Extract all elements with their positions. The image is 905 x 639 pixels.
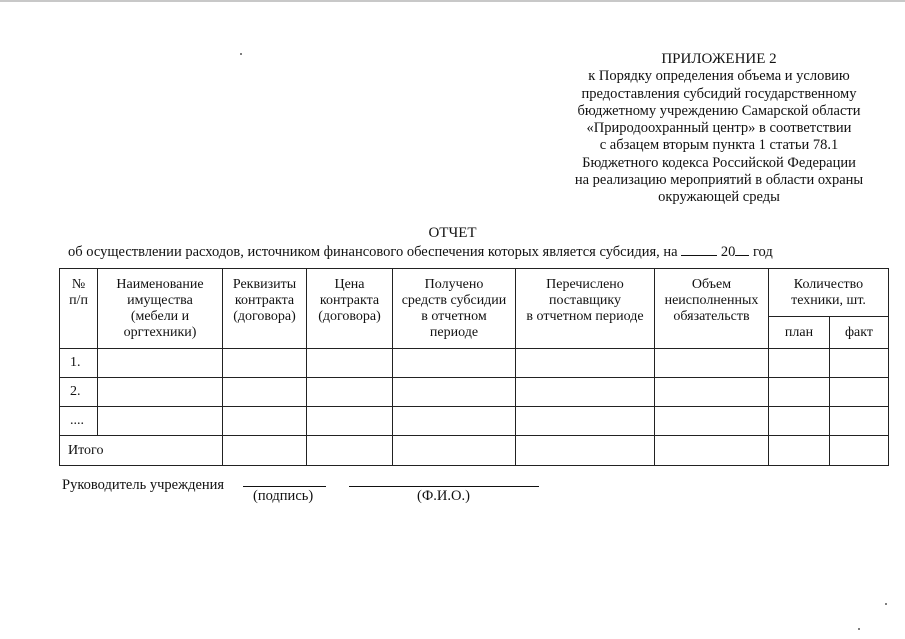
header-text: Реквизиты bbox=[232, 277, 297, 292]
header-text: обязательств bbox=[673, 309, 750, 324]
table-cell[interactable] bbox=[393, 436, 516, 466]
header-text: контракта bbox=[319, 293, 380, 308]
table-cell[interactable] bbox=[655, 407, 769, 436]
header-text: Объем bbox=[691, 277, 732, 292]
subheader-fact: факт bbox=[830, 317, 889, 349]
report-subtitle-suffix: год bbox=[752, 244, 773, 260]
header-text: имущества bbox=[127, 293, 193, 308]
header-text: Количество bbox=[793, 277, 864, 292]
header-contract-price bbox=[307, 269, 393, 349]
row-number: 2. bbox=[60, 378, 98, 407]
table-row-total bbox=[60, 436, 889, 466]
table-cell[interactable] bbox=[516, 378, 655, 407]
appendix-line: с абзацем вторым пункта 1 статьи 78.1 bbox=[599, 137, 839, 154]
scan-speck bbox=[858, 628, 860, 630]
table-cell[interactable] bbox=[223, 436, 307, 466]
appendix-line: на реализацию мероприятий в области охраны bbox=[574, 172, 864, 189]
header-text: Наименование bbox=[116, 277, 204, 292]
name-caption: (Ф.И.О.) bbox=[417, 488, 470, 504]
table-cell[interactable] bbox=[830, 436, 889, 466]
report-title: ОТЧЕТ bbox=[428, 225, 477, 241]
header-text: в отчетном bbox=[421, 309, 487, 324]
header-text: техники, шт. bbox=[791, 293, 866, 308]
table-cell[interactable] bbox=[516, 436, 655, 466]
total-label: Итого bbox=[60, 436, 223, 466]
subheader-plan: план bbox=[769, 317, 830, 349]
table-cell[interactable] bbox=[655, 349, 769, 378]
header-outstanding-obligations bbox=[655, 269, 769, 349]
table-cell[interactable] bbox=[830, 407, 889, 436]
table-cell[interactable] bbox=[393, 407, 516, 436]
header-text: периоде bbox=[429, 325, 479, 340]
table-cell[interactable] bbox=[98, 378, 223, 407]
table-cell[interactable] bbox=[830, 378, 889, 407]
table-cell[interactable] bbox=[307, 349, 393, 378]
table-cell[interactable] bbox=[223, 378, 307, 407]
date-blank-field[interactable] bbox=[681, 243, 717, 256]
table-cell[interactable] bbox=[769, 436, 830, 466]
table-cell[interactable] bbox=[98, 349, 223, 378]
table-cell[interactable] bbox=[769, 407, 830, 436]
header-text: контракта bbox=[234, 293, 295, 308]
header-text: № bbox=[71, 277, 86, 292]
table-row bbox=[60, 349, 889, 378]
table-cell[interactable] bbox=[307, 407, 393, 436]
header-text: в отчетном периоде bbox=[526, 309, 644, 324]
appendix-line: к Порядку определения объема и условию bbox=[588, 68, 850, 85]
table-cell[interactable] bbox=[769, 378, 830, 407]
table-cell[interactable] bbox=[393, 378, 516, 407]
table-cell[interactable] bbox=[516, 407, 655, 436]
scan-speck bbox=[240, 53, 242, 55]
header-text: (мебели и bbox=[130, 309, 190, 324]
appendix-block bbox=[548, 51, 890, 207]
scan-speck bbox=[885, 603, 887, 605]
table-cell[interactable] bbox=[393, 349, 516, 378]
header-text: Цена bbox=[334, 277, 365, 292]
header-text: Получено bbox=[424, 277, 484, 292]
table-cell[interactable] bbox=[655, 378, 769, 407]
table-cell[interactable] bbox=[830, 349, 889, 378]
appendix-line: бюджетному учреждению Самарской области bbox=[577, 102, 861, 119]
header-text: п/п bbox=[69, 293, 88, 308]
header-text: оргтехники) bbox=[123, 325, 197, 340]
row-number: 1. bbox=[60, 349, 98, 378]
header-contract-details bbox=[223, 269, 307, 349]
header-text: Перечислено bbox=[546, 277, 624, 292]
page-top-edge bbox=[0, 0, 905, 2]
header-equipment-quantity bbox=[769, 269, 889, 317]
table-cell[interactable] bbox=[307, 378, 393, 407]
header-number bbox=[60, 269, 98, 349]
signature-caption: (подпись) bbox=[253, 488, 314, 504]
row-number: .... bbox=[60, 407, 98, 436]
table-cell[interactable] bbox=[769, 349, 830, 378]
report-subtitle-prefix: об осуществлении расходов, источником финансового обеспечения которых является субсидия, на bbox=[68, 244, 678, 260]
year-blank-field[interactable] bbox=[735, 243, 749, 256]
appendix-line: Бюджетного кодекса Российской Федерации bbox=[582, 154, 856, 171]
report-subtitle-year: 20 bbox=[720, 244, 736, 260]
appendix-line: предоставления субсидий государственному bbox=[581, 85, 857, 102]
table-cell[interactable] bbox=[516, 349, 655, 378]
header-text: (договора) bbox=[318, 309, 381, 324]
header-subsidy-received bbox=[393, 269, 516, 349]
name-line[interactable] bbox=[349, 486, 539, 487]
table-cell[interactable] bbox=[223, 407, 307, 436]
header-property-name bbox=[98, 269, 223, 349]
header-text: средств субсидии bbox=[401, 293, 507, 308]
table-cell[interactable] bbox=[223, 349, 307, 378]
appendix-line: «Природоохранный центр» в соответствии bbox=[586, 120, 852, 137]
report-table bbox=[59, 268, 889, 466]
table-cell[interactable] bbox=[655, 436, 769, 466]
signature-label: Руководитель учреждения bbox=[62, 477, 225, 493]
table-row bbox=[60, 378, 889, 407]
table-row bbox=[60, 407, 889, 436]
signature-line[interactable] bbox=[243, 486, 326, 487]
header-text: (договора) bbox=[233, 309, 296, 324]
table-cell[interactable] bbox=[307, 436, 393, 466]
table-cell[interactable] bbox=[98, 407, 223, 436]
report-subtitle bbox=[68, 243, 858, 261]
appendix-line: окружающей среды bbox=[658, 189, 780, 206]
header-text: поставщику bbox=[548, 293, 622, 308]
header-text: неисполненных bbox=[664, 293, 759, 308]
header-transferred-to-supplier bbox=[516, 269, 655, 349]
appendix-title: ПРИЛОЖЕНИЕ 2 bbox=[661, 51, 777, 67]
